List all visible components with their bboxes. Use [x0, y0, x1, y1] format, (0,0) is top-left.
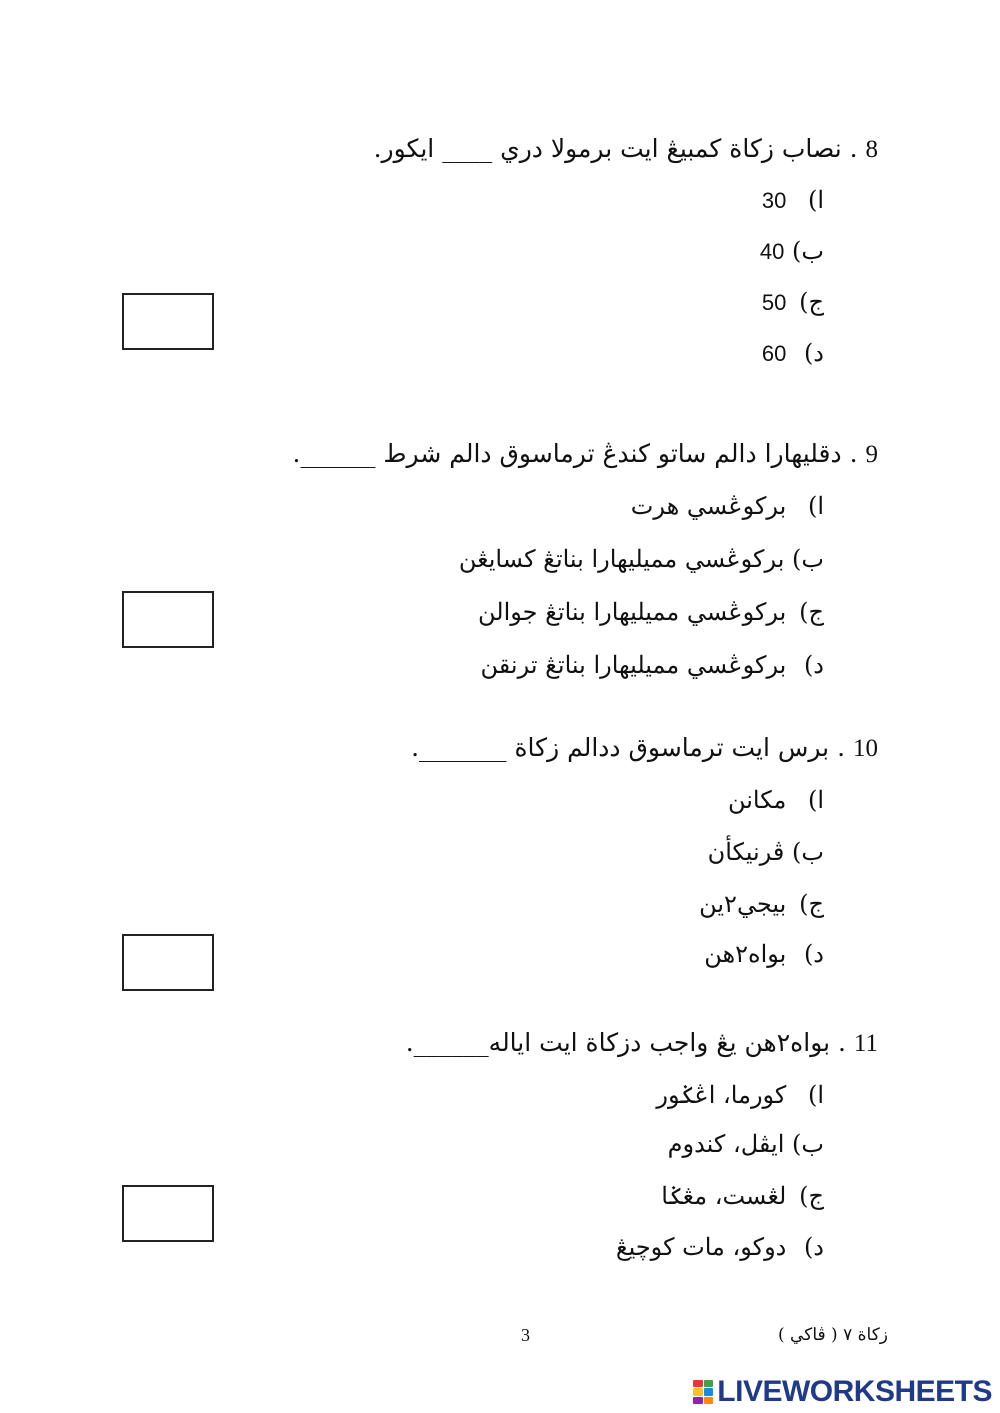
option-letter: ب) [792, 1130, 824, 1158]
option-text: مكانن [727, 786, 787, 814]
option-text: دوكو، مات كوچيڠ [615, 1233, 787, 1261]
option-text: 60 [761, 341, 787, 366]
logo-tile [704, 1397, 714, 1404]
question-text: . بواه٢هن يڠ واجب دزكاة ايت اياله______. [405, 1028, 846, 1057]
question-text: . نصاب زكاة كمبيڠ ايت برمولا دري ____ ايكور. [373, 134, 858, 163]
question-stem [406, 1027, 878, 1060]
option-letter: ا) [807, 786, 824, 814]
option-letter: ج) [799, 1182, 824, 1210]
option-b [708, 836, 824, 868]
option-text: بركوڠسي مميليهارا بناتڠ جوالن [478, 598, 787, 626]
option-letter: ا) [807, 186, 824, 214]
option-letter: د) [803, 940, 824, 968]
option-letter: ب) [792, 545, 824, 573]
option-text: بركوڠسي مميليهارا بناتڠ كسايڠن [458, 545, 785, 573]
logo-tile [693, 1380, 703, 1387]
option-d [481, 649, 825, 681]
option-letter: ب) [792, 838, 824, 866]
option-letter: ا) [807, 1081, 824, 1109]
option-c [478, 596, 824, 628]
option-letter: د) [803, 651, 824, 679]
question-number: 11 [853, 1030, 878, 1057]
answer-box-q8[interactable] [122, 293, 214, 350]
logo-tile [693, 1397, 703, 1404]
option-text: كورما، اڠݢور [656, 1081, 787, 1109]
option-c [661, 1180, 824, 1212]
option-text: 50 [761, 290, 787, 315]
liveworksheets-brand[interactable] [693, 1375, 992, 1409]
answer-box-q9[interactable] [122, 591, 214, 648]
option-b [760, 235, 824, 268]
option-letter: ج) [799, 288, 824, 316]
footer-title: زكاة ٧ ( ڤاكي ) [778, 1325, 888, 1345]
option-text: 40 [759, 239, 785, 264]
question-number: 10 [853, 735, 878, 762]
option-letter: د) [803, 339, 824, 367]
option-a [762, 184, 824, 217]
question-stem [374, 133, 878, 166]
page-number: 3 [521, 1325, 530, 1345]
option-text: بركوڠسي هرت [630, 492, 787, 520]
option-text: ڤرنيكأن [707, 838, 785, 866]
logo-tile [693, 1388, 703, 1395]
option-b [459, 543, 824, 575]
option-text: 30 [761, 188, 787, 213]
option-letter: د) [803, 1233, 824, 1261]
liveworksheets-logo-icon [693, 1380, 713, 1404]
brand-name: LIVEWORKSHEETS [717, 1375, 992, 1408]
option-d [762, 337, 824, 370]
option-c [699, 888, 824, 920]
option-a [728, 784, 824, 816]
option-letter: ا) [807, 492, 824, 520]
question-stem [411, 732, 878, 765]
question-number: 9 [865, 441, 878, 468]
option-text: بركوڠسي مميليهارا بناتڠ ترنقن [480, 651, 787, 679]
option-a [631, 490, 824, 522]
option-c [762, 286, 824, 319]
option-d [704, 938, 824, 970]
option-text: لڠست، مڠݢا [661, 1182, 787, 1210]
option-b [668, 1128, 824, 1160]
question-text: . دقليهارا دالم ساتو كندڠ ترماسوق دالم شرط ______. [292, 439, 858, 468]
option-letter: ج) [799, 598, 824, 626]
option-text: بواه٢هن [704, 940, 787, 968]
question-number: 8 [865, 136, 878, 163]
option-d [616, 1231, 824, 1263]
logo-tile [704, 1380, 714, 1387]
option-text: بيجي٢ين [699, 890, 787, 918]
question-text: . برس ايت ترماسوق ددالم زكاة _______. [411, 733, 846, 762]
logo-tile [704, 1388, 714, 1395]
option-letter: ب) [792, 237, 824, 265]
answer-box-q10[interactable] [122, 934, 214, 991]
question-stem [293, 438, 878, 471]
option-a [656, 1079, 824, 1111]
option-letter: ج) [799, 890, 824, 918]
option-text: ايڤل، كندوم [667, 1130, 785, 1158]
answer-box-q11[interactable] [122, 1185, 214, 1242]
